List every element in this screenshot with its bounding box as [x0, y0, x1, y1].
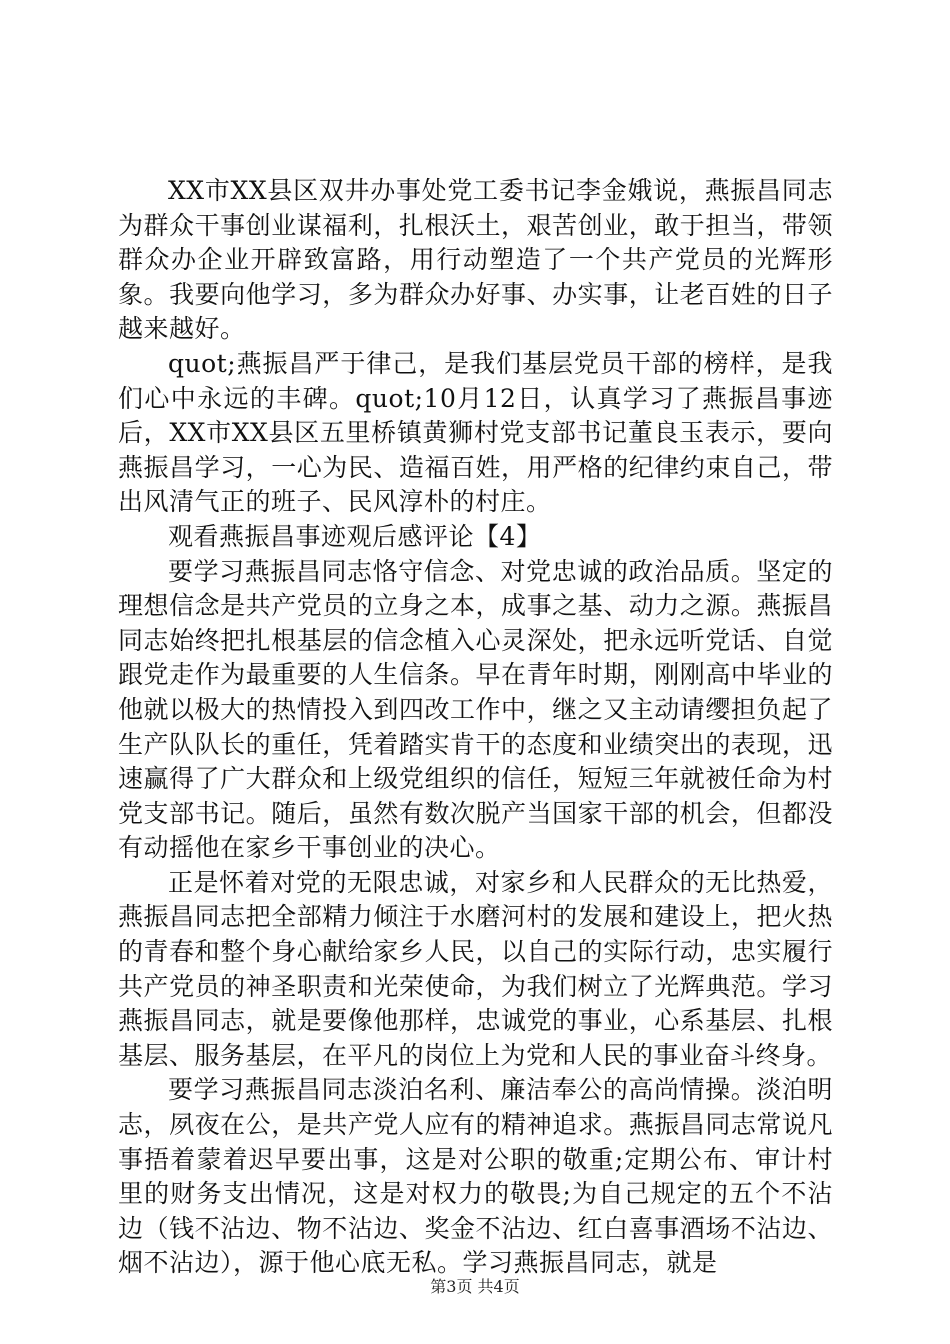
- paragraph-political-quality: 要学习燕振昌同志恪守信念、对党忠诚的政治品质。坚定的理想信念是共产党员的立身之本，成事之基、动力之源。燕振昌同志始终把扎根基层的信念植入心灵深处，把永远听党话、自觉跟党走作为最重要的人生信条。早在青年时期，刚刚高中毕业的他就以极大的热情投入到四改工作中，继之又主动请缨担负起了生产队队长的重任，凭着踏实肯干的态度和业绩突出的表现，迅速赢得了广大群众和上级党组织的信任，短短三年就被任命为村党支部书记。随后，虽然有数次脱产当国家干部的机会，但都没有动摇他在家乡干事创业的决心。: [118, 556, 833, 863]
- section-heading: 观看燕振昌事迹观后感评论【4】: [168, 521, 542, 551]
- paragraph-dong-liangyu-quote: quot;燕振昌严于律己，是我们基层党员干部的榜样，是我们心中永远的丰碑。quot;10月12日，认真学习了燕振昌事迹后，XX市XX县区五里桥镇黄狮村党支部书记董良玉表示，要向燕振昌学习，一心为民、造福百姓，用严格的纪律约束自己，带出风清气正的班子、民风淳朴的村庄。: [118, 348, 833, 517]
- page-number-footer: 第3页 共4页: [430, 1277, 520, 1296]
- paragraph-loyalty: 正是怀着对党的无限忠诚，对家乡和人民群众的无比热爱，燕振昌同志把全部精力倾注于水磨河村的发展和建设上，把火热的青春和整个身心献给家乡人民，以自己的实际行动，忠实履行共产党员的神圣职责和光荣使命，为我们树立了光辉典范。学习燕振昌同志，就是要像他那样，忠诚党的事业，心系基层、扎根基层、服务基层，在平凡的岗位上为党和人民的事业奋斗终身。: [118, 867, 833, 1070]
- paragraph-integrity: 要学习燕振昌同志淡泊名利、廉洁奉公的高尚情操。淡泊明志，夙夜在公，是共产党人应有的精神追求。燕振昌同志常说凡事捂着蒙着迟早要出事，这是对公职的敬重;定期公布、审计村里的财务支出情况，这是对权力的敬畏;为自己规定的五个不沾边（钱不沾边、物不沾边、奖金不沾边、红白喜事酒场不沾边、烟不沾边），源于他心底无私。学习燕振昌同志，就是: [118, 1075, 833, 1278]
- document-body: [118, 174, 833, 1281]
- paragraph-li-jine-quote: XX市XX县区双井办事处党工委书记李金娥说，燕振昌同志为群众干事创业谋福利，扎根沃土，艰苦创业，敢于担当，带领群众办企业开辟致富路，用行动塑造了一个共产党员的光辉形象。我要向他学习，多为群众办好事、办实事，让老百姓的日子越来越好。: [118, 176, 833, 344]
